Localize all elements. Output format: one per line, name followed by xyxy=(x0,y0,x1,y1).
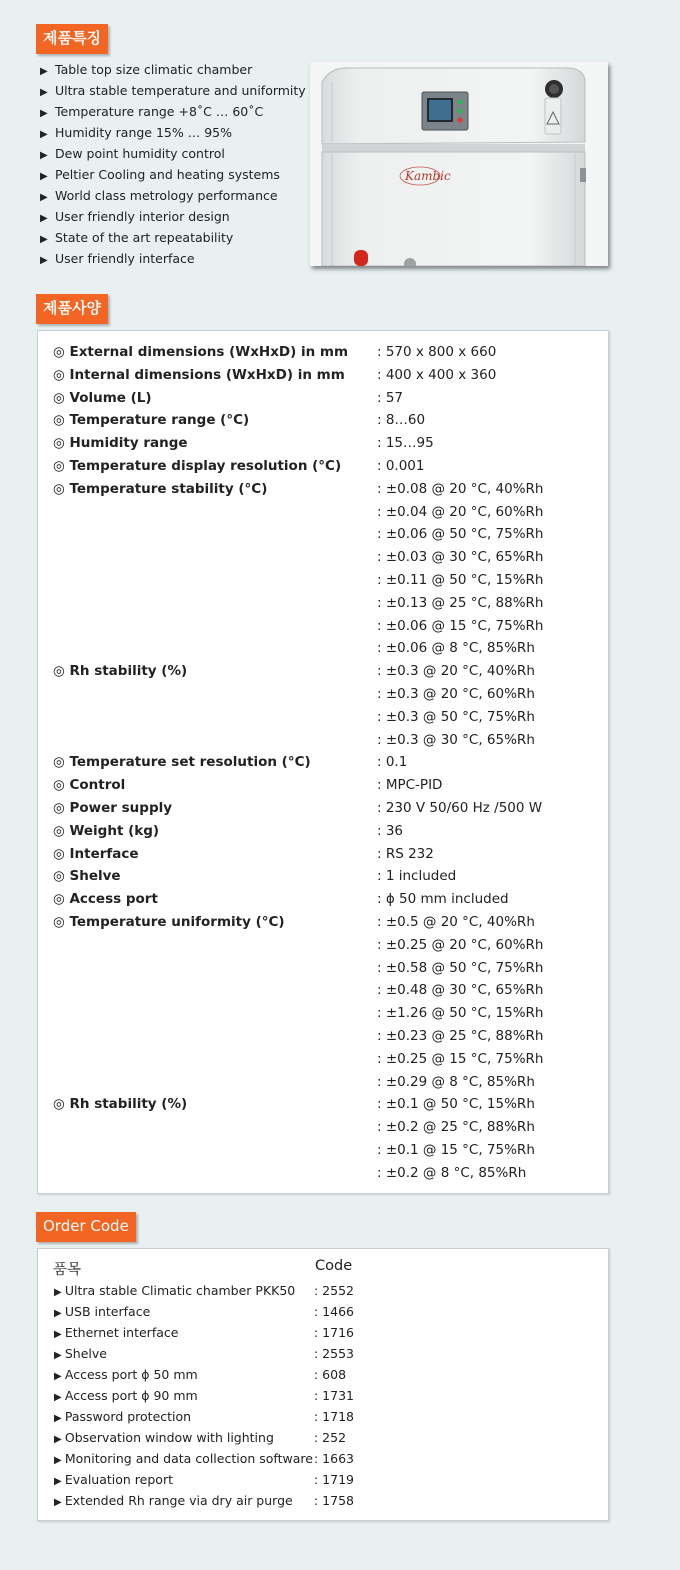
spec-label xyxy=(53,455,341,477)
spec-value: : ±0.2 @ 8 °C, 85%Rh xyxy=(377,1164,527,1181)
spec-value: : ±0.08 @ 20 °C, 40%Rh xyxy=(377,480,544,497)
circle-bullet-icon: ◎ xyxy=(53,412,70,429)
spec-label-text: Power supply xyxy=(69,799,173,816)
order-header-item: 품목 xyxy=(53,1262,82,1278)
spec-value: : ±0.3 @ 20 °C, 40%Rh xyxy=(377,663,535,680)
arrow-bullet-icon: ▶ xyxy=(40,150,48,161)
specs-panel xyxy=(37,330,609,1194)
spec-value: : ±0.23 @ 25 °C, 88%Rh xyxy=(377,1027,544,1044)
spec-value: : ±0.58 @ 50 °C, 75%Rh xyxy=(377,959,544,976)
feature-item xyxy=(40,61,306,82)
spec-label-text: External dimensions (WxHxD) in mm xyxy=(69,344,349,360)
arrow-bullet-icon: ▶ xyxy=(54,1497,65,1508)
brand-logo: Kambic xyxy=(405,169,451,183)
order-item-code: : 2553 xyxy=(314,1346,354,1361)
features-list xyxy=(40,61,306,271)
spec-label xyxy=(53,865,121,887)
spec-label xyxy=(53,774,125,796)
feature-item xyxy=(40,82,306,103)
order-item-label xyxy=(54,1302,150,1324)
spec-label xyxy=(53,432,188,454)
spec-label-text: Control xyxy=(69,777,126,794)
circle-bullet-icon: ◎ xyxy=(53,1096,70,1113)
order-item-text: Shelve xyxy=(64,1346,107,1361)
circle-bullet-icon: ◎ xyxy=(53,754,70,771)
spec-value: : ±0.11 @ 50 °C, 15%Rh xyxy=(377,571,544,588)
arrow-bullet-icon: ▶ xyxy=(54,1350,65,1361)
circle-bullet-icon: ◎ xyxy=(53,845,70,862)
spec-label-text: Humidity range xyxy=(69,435,188,452)
spec-value: : ±0.06 @ 15 °C, 75%Rh xyxy=(377,617,544,634)
spec-label-text: Temperature set resolution (°C) xyxy=(69,754,311,771)
order-item-label xyxy=(54,1449,313,1471)
spec-label-text: Internal dimensions (WxHxD) in mm xyxy=(69,366,345,383)
arrow-bullet-icon: ▶ xyxy=(40,234,48,245)
circle-bullet-icon: ◎ xyxy=(53,457,70,474)
order-header-code: Code xyxy=(315,1258,353,1274)
spec-label-text: Temperature range (°C) xyxy=(69,412,250,429)
arrow-bullet-icon: ▶ xyxy=(40,213,48,224)
order-item-text: Monitoring and data collection software xyxy=(64,1451,313,1466)
feature-item xyxy=(40,103,306,124)
feature-item xyxy=(40,166,306,187)
spec-value: : ±0.06 @ 50 °C, 75%Rh xyxy=(377,526,544,543)
spec-label xyxy=(53,843,139,865)
order-item-label xyxy=(54,1386,198,1408)
feature-text: Dew point humidity control xyxy=(55,146,225,161)
circle-bullet-icon: ◎ xyxy=(53,663,70,680)
spec-value: : ±1.26 @ 50 °C, 15%Rh xyxy=(377,1005,544,1022)
spec-value: : ±0.3 @ 30 °C, 65%Rh xyxy=(377,731,535,748)
climatic-chamber-image xyxy=(310,62,608,266)
feature-text: User friendly interface xyxy=(55,251,195,266)
order-item-label xyxy=(54,1428,274,1450)
spec-label-text: Interface xyxy=(69,845,139,862)
circle-bullet-icon: ◎ xyxy=(53,389,70,406)
order-item-text: Evaluation report xyxy=(64,1472,173,1487)
spec-value: : ϕ 50 mm included xyxy=(377,891,509,908)
order-item-code: : 1719 xyxy=(314,1472,354,1487)
order-item-code: : 1731 xyxy=(314,1388,354,1403)
arrow-bullet-icon: ▶ xyxy=(40,108,48,119)
order-item-label xyxy=(54,1344,107,1366)
circle-bullet-icon: ◎ xyxy=(53,344,70,360)
spec-label xyxy=(53,1093,187,1115)
spec-value: : 230 V 50/60 Hz /500 W xyxy=(377,799,543,816)
circle-bullet-icon: ◎ xyxy=(53,480,70,497)
arrow-bullet-icon: ▶ xyxy=(54,1434,65,1445)
spec-label xyxy=(53,820,159,842)
order-item-label xyxy=(54,1281,295,1303)
order-item-text: Access port ϕ 90 mm xyxy=(64,1388,198,1403)
spec-value: : RS 232 xyxy=(377,845,434,862)
spec-value: : 1 included xyxy=(377,868,457,885)
order-item-label xyxy=(54,1323,178,1345)
order-item-code: : 1718 xyxy=(314,1409,354,1424)
order-item-code: : 1716 xyxy=(314,1325,354,1340)
feature-text: World class metrology performance xyxy=(55,188,278,203)
arrow-bullet-icon: ▶ xyxy=(40,255,48,266)
features-section-title: 제품특징 xyxy=(36,24,108,54)
spec-label-text: Rh stability (%) xyxy=(69,663,188,680)
feature-item xyxy=(40,250,306,271)
order-item-code: : 1466 xyxy=(314,1304,354,1319)
order-item-text: Access port ϕ 50 mm xyxy=(64,1367,198,1382)
arrow-bullet-icon: ▶ xyxy=(40,66,48,77)
order-panel xyxy=(37,1248,609,1521)
spec-label-text: Temperature display resolution (°C) xyxy=(69,457,342,474)
circle-bullet-icon: ◎ xyxy=(53,868,70,885)
spec-label-text: Temperature uniformity (°C) xyxy=(69,913,285,930)
spec-value: : ±0.25 @ 15 °C, 75%Rh xyxy=(377,1050,544,1067)
order-item-text: Ultra stable Climatic chamber PKK50 xyxy=(64,1283,296,1298)
order-item-code: : 252 xyxy=(314,1430,347,1445)
spec-value: : ±0.13 @ 25 °C, 88%Rh xyxy=(377,594,544,611)
feature-text: Humidity range 15% … 95% xyxy=(55,125,232,140)
order-item-code: : 2552 xyxy=(314,1283,354,1298)
order-item-code: : 1758 xyxy=(314,1493,354,1508)
spec-label xyxy=(53,478,267,500)
arrow-bullet-icon: ▶ xyxy=(40,87,48,98)
spec-label-text: Access port xyxy=(69,891,158,908)
arrow-bullet-icon: ▶ xyxy=(54,1329,65,1340)
spec-value: : MPC-PID xyxy=(377,777,443,794)
feature-item xyxy=(40,124,306,145)
spec-label-text: Shelve xyxy=(69,868,121,885)
order-item-code: : 608 xyxy=(314,1367,347,1382)
order-item-label xyxy=(54,1407,191,1429)
arrow-bullet-icon: ▶ xyxy=(40,129,48,140)
feature-item xyxy=(40,229,306,250)
arrow-bullet-icon: ▶ xyxy=(40,171,48,182)
spec-label xyxy=(53,387,152,409)
circle-bullet-icon: ◎ xyxy=(53,799,70,816)
spec-value: : 0.1 xyxy=(377,754,408,771)
spec-value: : 400 x 400 x 360 xyxy=(377,366,497,383)
product-photo xyxy=(310,62,608,266)
spec-label xyxy=(53,660,187,682)
spec-label xyxy=(53,409,249,431)
feature-text: State of the art repeatability xyxy=(55,230,234,245)
arrow-bullet-icon: ▶ xyxy=(54,1308,65,1319)
order-section-title: Order Code xyxy=(36,1212,136,1242)
order-item-text: Password protection xyxy=(64,1409,192,1424)
order-item-text: Ethernet interface xyxy=(64,1325,179,1340)
feature-item xyxy=(40,187,306,208)
order-item-label xyxy=(54,1491,293,1513)
spec-value: : ±0.1 @ 50 °C, 15%Rh xyxy=(377,1096,535,1113)
spec-value: : ±0.48 @ 30 °C, 65%Rh xyxy=(377,982,544,999)
spec-value: : ±0.03 @ 30 °C, 65%Rh xyxy=(377,549,544,566)
spec-value: : ±0.1 @ 15 °C, 75%Rh xyxy=(377,1141,535,1158)
spec-value: : ±0.29 @ 8 °C, 85%Rh xyxy=(377,1073,535,1090)
order-item-text: Extended Rh range via dry air purge xyxy=(64,1493,293,1508)
spec-value: : ±0.3 @ 20 °C, 60%Rh xyxy=(377,685,535,702)
spec-value: : 36 xyxy=(377,822,404,839)
spec-label-text: Temperature stability (°C) xyxy=(69,480,268,497)
spec-value: : ±0.2 @ 25 °C, 88%Rh xyxy=(377,1119,535,1136)
spec-value: : 0.001 xyxy=(377,457,425,474)
arrow-bullet-icon: ▶ xyxy=(54,1455,65,1466)
order-item-text: Observation window with lighting xyxy=(64,1430,274,1445)
circle-bullet-icon: ◎ xyxy=(53,777,70,794)
circle-bullet-icon: ◎ xyxy=(53,435,70,452)
arrow-bullet-icon: ▶ xyxy=(54,1476,65,1487)
spec-label xyxy=(53,911,285,933)
order-item-label xyxy=(54,1470,173,1492)
feature-item xyxy=(40,145,306,166)
circle-bullet-icon: ◎ xyxy=(53,891,70,908)
spec-label-text: Weight (kg) xyxy=(69,822,160,839)
arrow-bullet-icon: ▶ xyxy=(54,1413,65,1424)
circle-bullet-icon: ◎ xyxy=(53,822,70,839)
circle-bullet-icon: ◎ xyxy=(53,366,70,383)
spec-label xyxy=(53,888,158,910)
feature-item xyxy=(40,208,306,229)
arrow-bullet-icon: ▶ xyxy=(54,1371,65,1382)
spec-label-text: Volume (L) xyxy=(69,389,152,406)
feature-text: Temperature range +8˚C … 60˚C xyxy=(55,104,264,119)
spec-label-text: Rh stability (%) xyxy=(69,1096,188,1113)
spec-value: : 15…95 xyxy=(377,435,434,452)
arrow-bullet-icon: ▶ xyxy=(54,1392,65,1403)
order-item-text: USB interface xyxy=(64,1304,151,1319)
spec-value: : ±0.04 @ 20 °C, 60%Rh xyxy=(377,503,544,520)
feature-text: Ultra stable temperature and uniformity xyxy=(55,83,306,98)
spec-label xyxy=(53,364,345,386)
spec-value: : ±0.3 @ 50 °C, 75%Rh xyxy=(377,708,535,725)
feature-text: Table top size climatic chamber xyxy=(55,62,253,77)
order-item-code: : 1663 xyxy=(314,1451,354,1466)
arrow-bullet-icon: ▶ xyxy=(54,1287,65,1298)
order-item-label xyxy=(54,1365,198,1387)
spec-value: : ±0.5 @ 20 °C, 40%Rh xyxy=(377,913,535,930)
spec-value: : 57 xyxy=(377,389,404,406)
spec-label xyxy=(53,797,172,819)
feature-text: User friendly interior design xyxy=(55,209,230,224)
spec-label xyxy=(53,751,311,773)
spec-label xyxy=(53,341,348,363)
circle-bullet-icon: ◎ xyxy=(53,913,70,930)
spec-value: : ±0.25 @ 20 °C, 60%Rh xyxy=(377,936,544,953)
feature-text: Peltier Cooling and heating systems xyxy=(55,167,280,182)
spec-value: : ±0.06 @ 8 °C, 85%Rh xyxy=(377,640,535,657)
arrow-bullet-icon: ▶ xyxy=(40,192,48,203)
specs-section-title: 제품사양 xyxy=(36,294,108,324)
spec-value: : 8…60 xyxy=(377,412,426,429)
spec-value: : 570 x 800 x 660 xyxy=(377,344,497,360)
